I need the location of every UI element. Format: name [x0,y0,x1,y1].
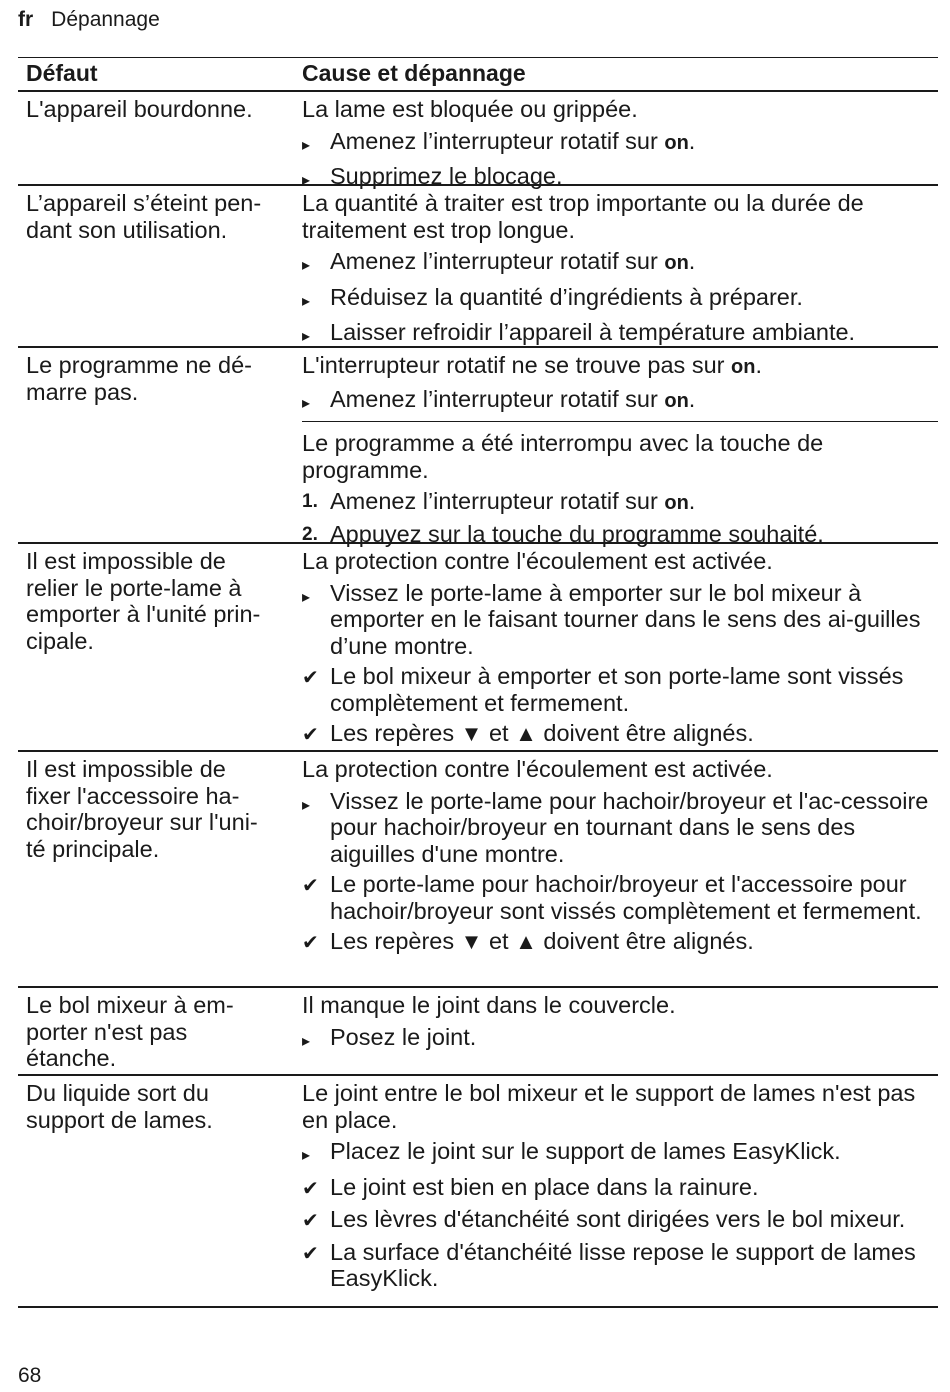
table-row [18,186,938,348]
defect-cell [18,988,302,1074]
cause-text: La lame est bloquée ou grippée. [302,96,638,122]
item-text [330,1239,938,1292]
list-item [302,248,938,280]
item-text-main: Les repères [330,928,461,954]
arrow-bullet-icon: ▸ [302,1147,311,1164]
item-text-main: Les repères [330,720,461,746]
switch-position-on: on [731,356,756,378]
item-text-mid: et [482,928,516,954]
item-text [330,319,938,351]
cause-cell [302,348,938,547]
cause-block [302,92,938,195]
item-text-post: . [688,385,696,412]
language-code: fr [18,8,34,31]
switch-position-on: on [664,389,689,412]
defect-text: Il est impossible de fixer l'accessoire ha- choir/broyeur sur l'uni- té principale. [26,756,258,862]
item-text [330,871,938,924]
cause-text [302,352,938,382]
cause-text-post: . [755,352,762,378]
item-text-main: Supprimez le blocage. [330,163,563,189]
item-text [330,928,938,957]
item-text-main: La surface d'étanchéité lisse repose le support de lames EasyKlick. [330,1238,916,1291]
list-item [302,1138,938,1170]
item-text [330,1174,938,1203]
item-text-main: Le bol mixeur à emporter et son porte-lame sont vissés complètement et fermement. [330,663,904,716]
table-body [18,92,938,1308]
list-item [302,928,938,957]
item-text-mid: et [482,720,516,746]
item-text [330,248,938,280]
column-header-defect: Défaut [26,60,98,86]
item-text-main: Placez le joint sur le support de lames EasyKlick. [330,1138,841,1164]
item-text-main: Vissez le porte-lame à emporter sur le bol mixeur à emporter en le faisant tourner dans le sens des ai-guilles d’une montre. [330,579,921,659]
defect-text: L'appareil bourdonne. [26,96,253,122]
triangle-down-icon: ▼ [460,721,483,746]
arrow-bullet-icon: ▸ [302,588,311,606]
defect-text: L’appareil s’éteint pen- dant son utilisation. [26,190,262,243]
cause-text: Le joint entre le bol mixeur et le support de lames n'est pas en place. [302,1080,916,1133]
arrow-bullet-icon: ▸ [302,1032,311,1050]
list-item [302,663,938,716]
item-text-main: Vissez le porte-lame pour hachoir/broyeur et l'ac-cessoire pour hachoir/broyeur en tournant dans le sens des aiguilles d'une montre. [330,787,929,867]
cause-block [302,421,938,548]
table-row [18,348,938,547]
item-text-main: Amenez l’interrupteur rotatif sur [330,127,665,154]
item-text [330,128,938,160]
list-item [302,871,938,924]
cause-block [302,544,938,749]
check-icon: ✔ [302,1177,319,1200]
section-title: Dépannage [51,8,160,31]
arrow-bullet-icon: ▸ [302,172,311,189]
cause-cell [302,92,938,189]
arrow-bullet-icon: ▸ [302,328,311,345]
cause-text: La protection contre l'écoulement est activée. [302,548,773,574]
item-text-main: Le joint est bien en place dans la rainure. [330,1173,759,1200]
cause-cell [302,752,938,986]
item-text [330,580,938,660]
defect-cell [18,752,302,986]
defect-text: Il est impossible de relier le porte-lame à emporter à l'unité prin- cipale. [26,548,261,654]
table-header [18,57,938,92]
defect-text: Du liquide sort du support de lames. [26,1080,213,1133]
check-icon: ✔ [302,932,319,954]
defect-cell [18,186,302,346]
list-item [302,386,938,418]
triangle-up-icon: ▲ [515,721,537,746]
page-number: 68 [18,1364,42,1387]
cause-block [302,1076,938,1292]
list-item [302,488,938,517]
item-text [330,1138,938,1170]
arrow-bullet-icon: ▸ [302,257,311,274]
check-icon: ✔ [302,667,319,689]
defect-cell [18,92,302,184]
item-text [330,1024,938,1056]
cause-block [302,988,938,1055]
item-text-post: . [688,488,696,514]
triangle-down-icon: ▼ [460,929,483,954]
cause-text: Il manque le joint dans le couvercle. [302,992,676,1018]
table-row [18,544,938,752]
arrow-bullet-icon: ▸ [302,394,311,412]
switch-position-on: on [664,492,689,514]
switch-position-on: on [664,252,689,274]
step-number: 1. [302,491,318,512]
item-text-post: doivent être alignés. [536,720,754,746]
cause-cell [302,186,938,346]
item-text-main: Le porte-lame pour hachoir/broyeur et l'accessoire pour hachoir/broyeur sont vissés complètement et fermement. [330,871,922,924]
item-text-post: doivent être alignés. [536,928,754,954]
list-item [302,1206,938,1235]
check-icon: ✔ [302,1242,319,1265]
defect-text: Le bol mixeur à em- porter n'est pas étanche. [26,992,234,1071]
check-icon: ✔ [302,875,319,897]
item-text-main: Laisser refroidir l’appareil à température ambiante. [330,319,856,345]
cause-cell [302,1076,938,1306]
item-text-post: . [688,248,696,274]
list-item [302,788,938,868]
table-row [18,1076,938,1308]
item-text-main: Réduisez la quantité d’ingrédients à préparer. [330,283,803,310]
item-text [330,386,938,418]
arrow-bullet-icon: ▸ [302,136,311,154]
item-text-main: Amenez l’interrupteur rotatif sur [330,248,665,274]
cause-text-pre: L'interrupteur rotatif ne se trouve pas sur [302,352,732,378]
list-item [302,580,938,660]
arrow-bullet-icon: ▸ [302,292,311,310]
check-icon: ✔ [302,724,319,746]
item-text-post: . [688,127,696,154]
table-row [18,92,938,189]
step-number: 2. [302,523,318,545]
item-text-main: Amenez l’interrupteur rotatif sur [330,385,665,412]
list-item [302,284,938,316]
item-text [330,1206,938,1235]
item-text-main: Amenez l’interrupteur rotatif sur [330,488,665,514]
cause-cell [302,544,938,750]
list-item [302,1024,938,1056]
item-text [330,663,938,716]
item-text [330,720,938,749]
cause-block [302,348,938,417]
cause-text: Le programme a été interrompu avec la touche de programme. [302,430,824,483]
triangle-up-icon: ▲ [515,929,537,954]
cause-block [302,186,938,351]
defect-cell [18,1076,302,1306]
page-header [18,7,160,33]
switch-position-on: on [664,131,689,154]
item-text-main: Appuyez sur la touche du programme souhaité. [330,520,824,547]
defect-cell [18,544,302,750]
item-text [330,788,938,868]
list-item [302,720,938,749]
item-text [330,284,938,316]
list-item [302,1174,938,1203]
check-icon: ✔ [302,1210,319,1232]
cause-cell [302,988,938,1074]
table-row [18,988,938,1076]
list-item [302,128,938,160]
list-item [302,1239,938,1292]
item-text-main: Les lèvres d'étanchéité sont dirigées vers le bol mixeur. [330,1206,906,1232]
cause-text: La protection contre l'écoulement est activée. [302,756,773,782]
defect-text: Le programme ne dé- marre pas. [26,352,252,405]
troubleshooting-table [18,57,938,1308]
list-item [302,319,938,351]
defect-cell [18,348,302,542]
arrow-bullet-icon: ▸ [302,796,311,814]
table-row [18,752,938,988]
column-header-cause: Cause et dépannage [302,60,526,86]
item-text-main: Posez le joint. [330,1023,477,1050]
cause-block [302,752,938,957]
item-text [330,488,938,517]
cause-text: La quantité à traiter est trop importante ou la durée de traitement est trop longue. [302,190,864,243]
